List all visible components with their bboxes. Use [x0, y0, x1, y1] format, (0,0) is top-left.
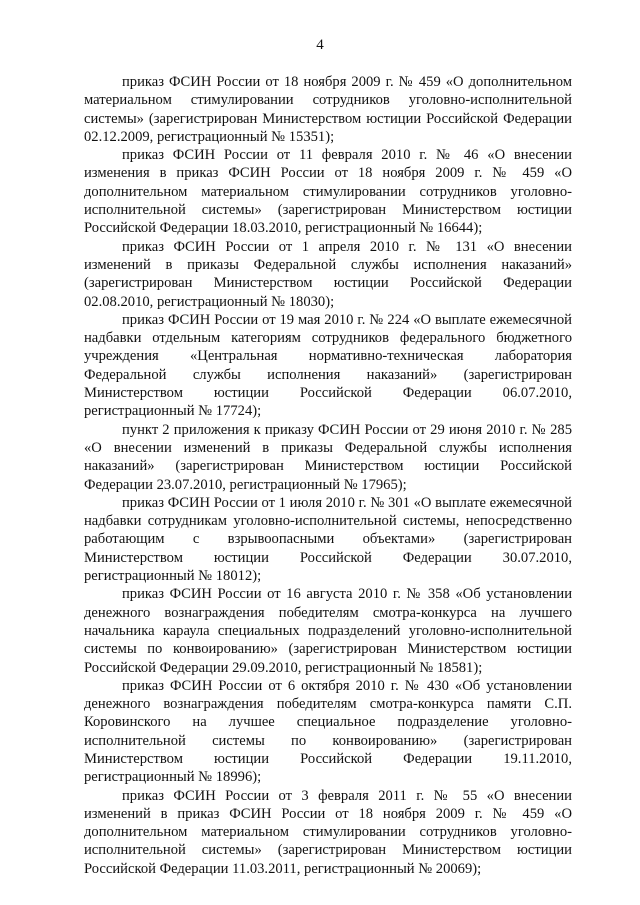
order-paragraph-8: приказ ФСИН России от 6 октября 2010 г. № 430 «Об установлении денежного вознаграждения победителям смотра-конкурса памяти С.П. Коровинского на лучшее специальное подразделение уголовно-исполнительной системы по конвоированию» (зарегистрирован Министерством юстиции Российской Федерации 19.11.2010, регистрационный № 18996);: [84, 677, 572, 786]
order-paragraph-7: приказ ФСИН России от 16 августа 2010 г. № 358 «Об установлении денежного вознаграждения победителям смотра-конкурса на лучшего начальника караула специальных подразделений уголовно-исполнительной системы по конвоированию» (зарегистрирован Министерством юстиции Российской Федерации 29.09.2010, регистрационный № 18581);: [84, 586, 572, 676]
page-number: 4: [316, 37, 324, 53]
order-paragraph-2: приказ ФСИН России от 11 февраля 2010 г. № 46 «О внесении изменения в приказ ФСИН России от 18 ноября 2009 г. № 459 «О дополнительном материальном стимулировании сотрудников уголовно-исполнительной системы» (зарегистрирован Министерством юстиции Российской Федерации 18.03.2010, регистрационный № 16644);: [84, 147, 572, 237]
order-paragraph-6: приказ ФСИН России от 1 июля 2010 г. № 301 «О выплате ежемесячной надбавки сотрудникам уголовно-исполнительной системы, непосредственно работающим с взрывоопасными объектами» (зарегистрирован Министерством юстиции Российской Федерации 30.07.2010, регистрационный № 18012);: [84, 494, 572, 585]
order-paragraph-9: приказ ФСИН России от 3 февраля 2011 г. № 55 «О внесении изменений в приказ ФСИН России от 18 ноября 2009 г. № 459 «О дополнительном материальном стимулировании сотрудников уголовно-исполнительной системы» (зарегистрирован Министерством юстиции Российской Федерации 11.03.2011, регистрационный № 20069);: [84, 787, 572, 877]
order-paragraph-5: пункт 2 приложения к приказу ФСИН России от 29 июня 2010 г. № 285 «О внесении изменений в приказы Федеральной службы исполнения наказаний» (зарегистрирован Министерством юстиции Российской Федерации 23.07.2010, регистрационный № 17965);: [84, 421, 572, 493]
document-body: [84, 73, 572, 878]
order-paragraph-4: приказ ФСИН России от 19 мая 2010 г. № 224 «О выплате ежемесячной надбавки отдельным категориям сотрудников федерального бюджетного учреждения «Центральная нормативно-техническая лаборатория Федеральной службы исполнения наказаний» (зарегистрирован Министерством юстиции Российской Федерации 06.07.2010, регистрационный № 17724);: [84, 311, 572, 420]
order-paragraph-3: приказ ФСИН России от 1 апреля 2010 г. № 131 «О внесении изменений в приказы Федеральной службы исполнения наказаний» (зарегистрирован Министерством юстиции Российской Федерации 02.08.2010, регистрационный № 18030);: [84, 238, 572, 310]
order-paragraph-1: приказ ФСИН России от 18 ноября 2009 г. № 459 «О дополнительном материальном стимулировании сотрудников уголовно-исполнительной системы» (зарегистрирован Министерством юстиции Российской Федерации 02.12.2009, регистрационный № 15351);: [84, 74, 572, 145]
